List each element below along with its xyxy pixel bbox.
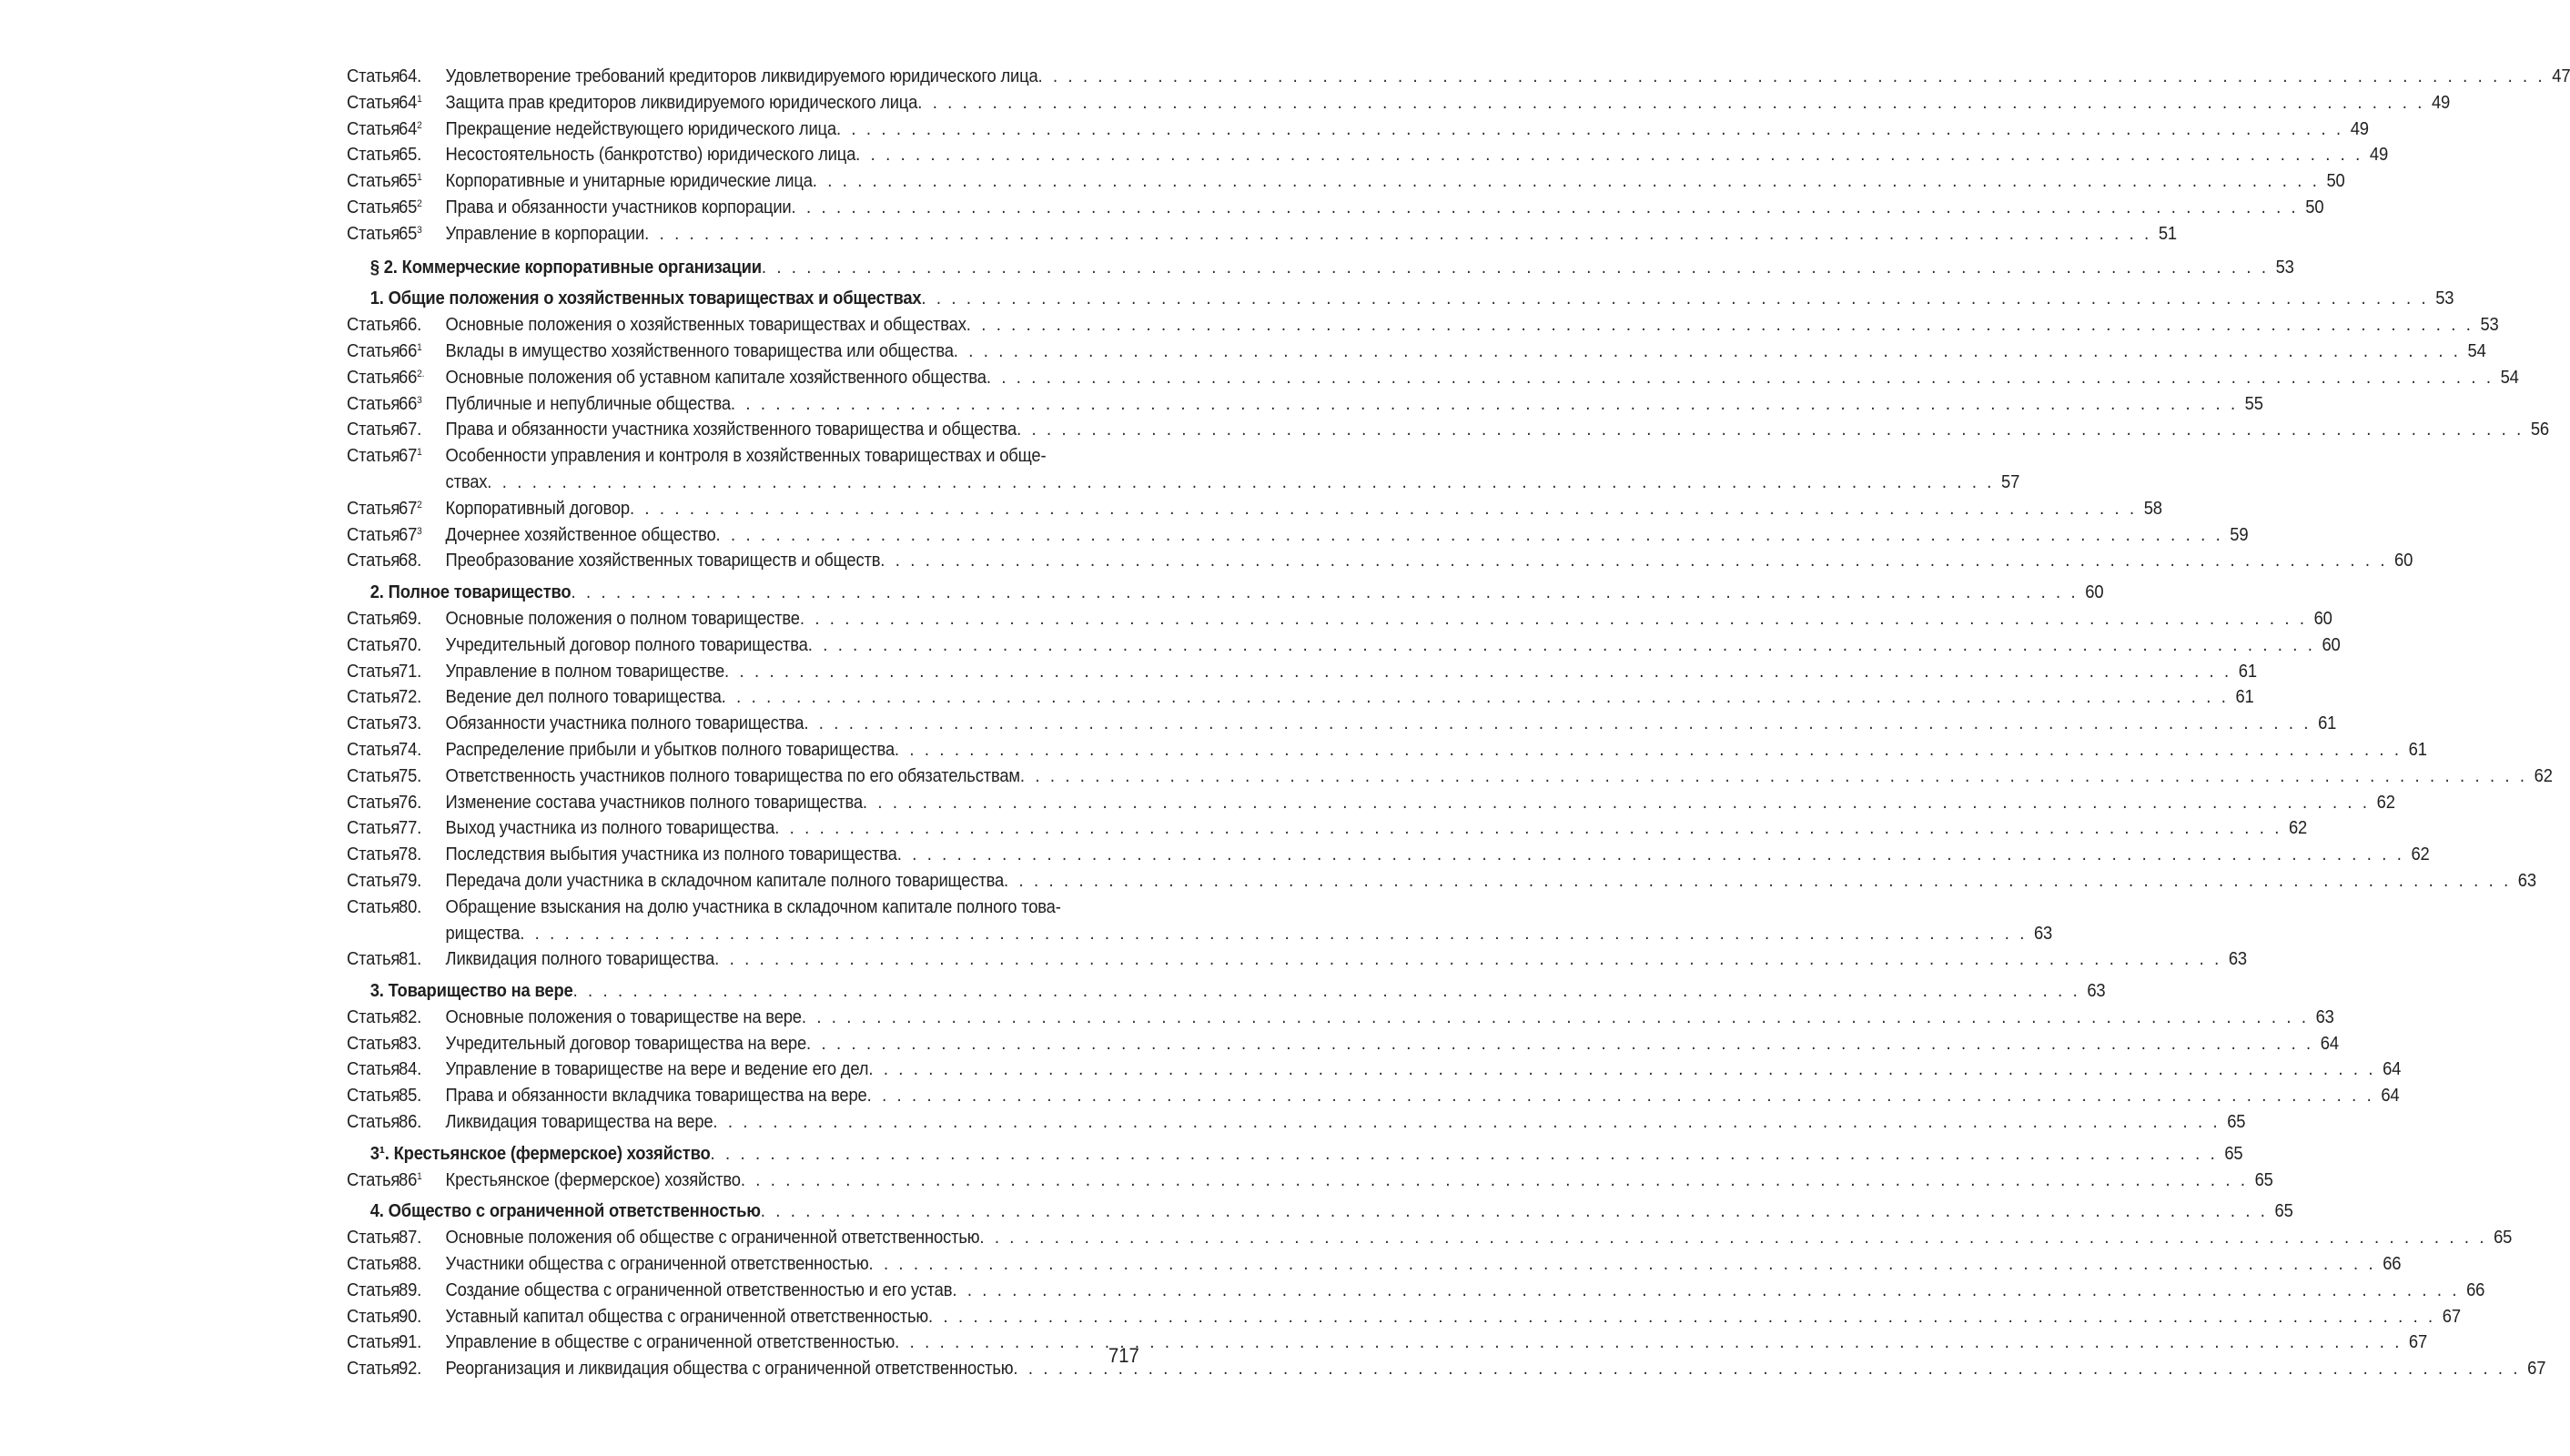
- article-word: Статья: [347, 1359, 400, 1380]
- article-number: 76.: [399, 792, 422, 813]
- page-number: 717: [1108, 1344, 1139, 1367]
- toc-article-entry: [347, 895, 2053, 947]
- toc-entry-title: Прекращение недействующего юридического лица: [445, 118, 836, 139]
- article-number: $65^3$: [399, 223, 422, 244]
- toc-leader-dots: [1013, 1356, 2520, 1382]
- article-word: Статья: [347, 340, 400, 361]
- toc-entry-title-line2: ствах: [445, 471, 488, 492]
- toc-heading-title: 3. Товарищество на вере: [369, 981, 573, 1002]
- toc-entry-title: Права и обязанности участников корпорации: [445, 197, 792, 217]
- article-number: 69.: [399, 608, 422, 629]
- article-word: Статья: [347, 393, 400, 414]
- toc-leader-dots: [895, 737, 2402, 763]
- article-number: $67^3$: [399, 524, 422, 545]
- toc-leader-dots: [716, 522, 2223, 549]
- toc-entry-title: Основные положения о полном товариществе: [445, 608, 800, 629]
- toc-article-entry: [347, 842, 2430, 868]
- article-word: Статья: [347, 145, 400, 166]
- article-word: Статья: [347, 1254, 400, 1275]
- toc-article-entry: [347, 815, 2308, 842]
- article-number: $86^1$: [399, 1169, 422, 1190]
- article-number: $66^3$: [399, 393, 422, 414]
- article-word: Статья: [347, 498, 400, 519]
- toc-section-heading: [347, 255, 2294, 281]
- article-number: 64.: [399, 66, 422, 86]
- toc-entry-title: Передача доли участника в складочном капитале полного товарищества: [445, 870, 1005, 891]
- toc-article-entry: [347, 711, 2337, 737]
- article-number: $67^1$: [399, 446, 422, 467]
- toc-page-number: 63: [2228, 949, 2247, 970]
- toc-entry-title: Управление в корпорации: [445, 223, 645, 244]
- toc-leader-dots: [928, 1304, 2435, 1330]
- article-number: $65^1$: [399, 171, 422, 192]
- toc-entry-title: Ведение дел полного товарищества: [445, 687, 722, 708]
- toc-page-number: 64: [2383, 1059, 2402, 1080]
- toc-article-entry: [347, 1304, 2461, 1330]
- toc-page-number: 67: [2442, 1306, 2461, 1327]
- toc-article-entry: [347, 1225, 2513, 1251]
- article-number: $66^1$: [399, 340, 422, 361]
- toc-page-number: 49: [2350, 118, 2369, 139]
- toc-page-number: 61: [2408, 739, 2427, 760]
- toc-page-number: 62: [2411, 844, 2430, 865]
- toc-page-number: 67: [2408, 1332, 2428, 1353]
- article-word: Статья: [347, 949, 400, 970]
- article-word: Статья: [347, 118, 400, 139]
- toc-page-number: 60: [2085, 582, 2104, 603]
- toc-entry-title: Учредительный договор полного товарищества: [445, 634, 808, 655]
- toc-page-number: 54: [2500, 367, 2519, 388]
- toc-leader-dots: [855, 142, 2363, 168]
- article-number: 80.: [399, 896, 422, 917]
- toc-entry-title: Преобразование хозяйственных товариществ и обществ: [445, 551, 881, 571]
- toc-leader-dots: [813, 168, 2320, 195]
- article-superscript: 3: [417, 525, 422, 537]
- article-number: 75.: [399, 765, 422, 786]
- toc-page-number: 60: [2322, 634, 2341, 655]
- toc-page-number: 67: [2527, 1359, 2546, 1380]
- toc-entry-title: Основные положения о хозяйственных товариществах и обществах: [445, 315, 966, 336]
- toc-page-number: 64: [2381, 1086, 2400, 1107]
- toc-page-number: 47: [2552, 66, 2570, 86]
- toc-article-entry: [347, 790, 2395, 816]
- toc-subsection-heading: [347, 1141, 2243, 1168]
- toc-subsection-heading: [347, 1198, 2293, 1225]
- article-number: 78.: [399, 844, 422, 865]
- toc-leader-dots: [713, 1109, 2220, 1136]
- article-word: Статья: [347, 420, 400, 440]
- toc-page-number: 64: [2320, 1033, 2339, 1054]
- article-superscript: 1: [417, 172, 422, 184]
- toc-leader-dots: [804, 711, 2311, 737]
- article-word: Статья: [347, 608, 400, 629]
- toc-entry-title: Несостоятельность (банкротство) юридического лица: [445, 145, 856, 166]
- article-number: 67.: [399, 420, 422, 440]
- toc-entry-title: Основные положения об уставном капитале хозяйственного общества: [445, 367, 987, 388]
- toc-leader-dots: [800, 606, 2307, 632]
- toc-leader-dots: [897, 842, 2404, 868]
- article-word: Статья: [347, 1306, 400, 1327]
- toc-heading-title: 3¹. Крестьянское (фермерское) хозяйство: [369, 1143, 711, 1164]
- toc-subsection-heading: [347, 978, 2106, 1005]
- toc-heading-title: 1. Общие положения о хозяйственных товариществах и обществах: [369, 288, 922, 309]
- toc-entry-title: Ликвидация полного товарищества: [445, 949, 715, 970]
- toc-article-entry: [347, 417, 2549, 443]
- article-number: 91.: [399, 1332, 422, 1353]
- toc-entry-title: Создание общества с ограниченной ответственностью и его устав: [445, 1279, 953, 1300]
- toc-entry-title: Крестьянское (фермерское) хозяйство: [445, 1169, 741, 1190]
- toc-leader-dots: [761, 1198, 2268, 1225]
- toc-article-entry: [347, 1330, 2428, 1356]
- article-number: 81.: [399, 949, 422, 970]
- article-word: Статья: [347, 765, 400, 786]
- article-number: $64^2$: [399, 118, 422, 139]
- toc-leader-dots: [863, 790, 2370, 816]
- toc-article-entry: [347, 1168, 2273, 1194]
- article-number: 71.: [399, 661, 422, 682]
- toc-article-entry: [347, 946, 2247, 973]
- toc-page-number: 51: [2158, 223, 2177, 244]
- toc-entry-title: Основные положения об обществе с ограниченной ответственностью: [445, 1228, 980, 1249]
- toc-article-entry: [347, 365, 2519, 391]
- article-word: Статья: [347, 870, 400, 891]
- article-superscript: 1: [417, 341, 422, 353]
- toc-leader-dots: [868, 1251, 2375, 1278]
- article-number: $65^2$: [399, 197, 422, 217]
- article-word: Статья: [347, 661, 400, 682]
- toc-article-entry: [347, 312, 2499, 339]
- toc-article-entry: [347, 868, 2536, 895]
- toc-subsection-heading: [347, 580, 2104, 606]
- article-word: Статья: [347, 1006, 400, 1027]
- toc-page-number: 55: [2244, 393, 2263, 414]
- article-word: Статья: [347, 367, 400, 388]
- toc-article-entry: [347, 1031, 2339, 1057]
- toc-leader-dots: [724, 659, 2231, 685]
- toc-leader-dots: [808, 632, 2315, 659]
- toc-article-entry: [347, 1251, 2402, 1278]
- toc-page-number: 61: [2318, 713, 2337, 734]
- toc-article-entry: [347, 168, 2345, 195]
- article-number: 88.: [399, 1254, 422, 1275]
- toc-leader-dots: [572, 580, 2079, 606]
- toc-article-entry: [347, 1356, 2546, 1382]
- toc-entry-title-line2: рищества: [445, 923, 521, 944]
- toc-page-number: 66: [2466, 1279, 2485, 1300]
- toc-article-entry: [347, 64, 2570, 90]
- toc-article-entry: [347, 496, 2162, 522]
- toc-heading-title: 4. Общество с ограниченной ответственностью: [369, 1201, 761, 1222]
- toc-entry-title: Управление в товариществе на вере и ведение его дел: [445, 1059, 869, 1080]
- toc-leader-dots: [774, 815, 2282, 842]
- toc-leader-dots: [867, 1083, 2374, 1109]
- toc-entry-title: Права и обязанности вкладчика товарищества на вере: [445, 1086, 867, 1107]
- toc-leader-dots: [802, 1005, 2309, 1031]
- article-superscript: 2: [417, 197, 422, 209]
- toc-entry-title: Уставный капитал общества с ограниченной ответственностью: [445, 1306, 929, 1327]
- toc-entry-title: Изменение состава участников полного товарищества: [445, 792, 863, 813]
- toc-entry-title: Реорганизация и ликвидация общества с ограниченной ответственностью: [445, 1359, 1014, 1380]
- toc-article-entry: [347, 1005, 2334, 1031]
- article-number: $67^2$: [399, 498, 422, 519]
- toc-page-number: 50: [2326, 171, 2345, 192]
- toc-leader-dots: [573, 978, 2080, 1005]
- article-number: 85.: [399, 1086, 422, 1107]
- toc-page-number: 53: [2435, 288, 2454, 309]
- article-superscript: 2: [417, 499, 422, 511]
- toc-leader-dots: [880, 548, 2387, 574]
- toc-leader-dots: [917, 90, 2424, 116]
- toc-article-entry: [347, 548, 2413, 574]
- article-word: Статья: [347, 315, 400, 336]
- toc-leader-dots: [1017, 417, 2524, 443]
- article-number: 89.: [399, 1279, 422, 1300]
- article-word: Статья: [347, 171, 400, 192]
- article-word: Статья: [347, 739, 400, 760]
- article-word: Статья: [347, 92, 400, 113]
- toc-page-number: 65: [2224, 1143, 2243, 1164]
- article-number: 79.: [399, 870, 422, 891]
- toc-leader-dots: [966, 312, 2474, 339]
- article-word: Статья: [347, 634, 400, 655]
- article-number: 86.: [399, 1112, 422, 1133]
- article-superscript: 2.: [417, 368, 425, 379]
- article-number: 68.: [399, 551, 422, 571]
- article-number: 66.: [399, 315, 422, 336]
- article-word: Статья: [347, 1332, 400, 1353]
- article-number: 87.: [399, 1228, 422, 1249]
- toc-page-number: 58: [2143, 498, 2162, 519]
- toc-article-entry: [347, 522, 2249, 549]
- article-number: 92.: [399, 1359, 422, 1380]
- toc-page-number: 56: [2530, 420, 2549, 440]
- article-word: Статья: [347, 1086, 400, 1107]
- toc-entry-title: Последствия выбытия участника из полного товарищества: [445, 844, 897, 865]
- toc-page-number: 59: [2230, 524, 2249, 545]
- toc-leader-dots: [731, 391, 2238, 418]
- article-word: Статья: [347, 1279, 400, 1300]
- toc-page-number: 60: [2394, 551, 2413, 571]
- toc-page-number: 65: [2254, 1169, 2273, 1190]
- toc-entry-title: Публичные и непубличные общества: [445, 393, 731, 414]
- toc-page-number: 65: [2227, 1112, 2246, 1133]
- toc-page-number: 61: [2238, 661, 2257, 682]
- article-number: 82.: [399, 1006, 422, 1027]
- toc-page-number: 63: [2087, 981, 2106, 1002]
- toc-entry-title: Корпоративные и унитарные юридические лица: [445, 171, 813, 192]
- toc-entry-title: Ликвидация товарищества на вере: [445, 1112, 713, 1133]
- article-superscript: 1: [417, 1170, 422, 1182]
- toc-entry-title: Распределение прибыли и убытков полного товарищества: [445, 739, 895, 760]
- toc-leader-dots: [836, 116, 2343, 143]
- article-word: Статья: [347, 197, 400, 217]
- toc-article-entry: [347, 195, 2324, 221]
- toc-page-number: 61: [2235, 687, 2254, 708]
- toc-article-entry: [347, 1057, 2402, 1083]
- article-word: Статья: [347, 524, 400, 545]
- article-word: Статья: [347, 687, 400, 708]
- toc-leader-dots: [921, 286, 2428, 312]
- article-number: 90.: [399, 1306, 422, 1327]
- toc-page-number: 65: [2274, 1201, 2293, 1222]
- toc-page-number: 57: [2001, 471, 2020, 492]
- article-word: Статья: [347, 551, 400, 571]
- toc-leader-dots: [868, 1057, 2375, 1083]
- toc-entry-title: Управление в обществе с ограниченной ответственностью: [445, 1332, 895, 1353]
- toc-leader-dots: [644, 221, 2151, 248]
- toc-entry-title: Вклады в имущество хозяйственного товарищества или общества: [445, 340, 954, 361]
- article-number: 65.: [399, 145, 422, 166]
- toc-entry-title: Ответственность участников полного товарищества по его обязательствам: [445, 765, 1020, 786]
- toc-leader-dots: [722, 684, 2229, 711]
- toc-article-entry: [347, 763, 2553, 790]
- toc-page-number: 53: [2275, 257, 2294, 278]
- article-word: Статья: [347, 1112, 400, 1133]
- toc-article-entry: [347, 116, 2369, 143]
- toc-page-number: 49: [2431, 92, 2451, 113]
- toc-article-entry: [347, 221, 2177, 248]
- toc-page-number: 50: [2305, 197, 2324, 217]
- article-superscript: 1: [417, 93, 422, 105]
- article-number: $64^1$: [399, 92, 422, 113]
- toc-page-number: 63: [2517, 870, 2536, 891]
- article-word: Статья: [347, 792, 400, 813]
- article-superscript: 3: [417, 224, 422, 236]
- toc-article-entry: [347, 606, 2332, 632]
- toc-page-number: 62: [2376, 792, 2395, 813]
- toc-page-number: 66: [2383, 1254, 2402, 1275]
- article-word: Статья: [347, 1059, 400, 1080]
- toc-leader-dots: [1038, 64, 2545, 90]
- toc-page-number: 63: [2033, 923, 2053, 944]
- toc-entry-title-line1: Обращение взыскания на долю участника в складочном капитале полного това-: [445, 896, 1061, 917]
- toc-list: [347, 64, 2570, 1382]
- article-word: Статья: [347, 844, 400, 865]
- toc-leader-dots: [952, 1278, 2459, 1304]
- toc-article-entry: [347, 1109, 2246, 1136]
- toc-article-entry: [347, 339, 2486, 365]
- toc-entry-title: Защита прав кредиторов ликвидируемого юридического лица: [445, 92, 918, 113]
- toc-entry-title: Корпоративный договор: [445, 498, 630, 519]
- toc-page-number: 65: [2494, 1228, 2513, 1249]
- toc-heading-title: 2. Полное товарищество: [369, 582, 572, 603]
- toc-heading-title: § 2. Коммерческие корпоративные организации: [369, 257, 762, 278]
- article-number: 77.: [399, 818, 422, 839]
- toc-article-entry: [347, 684, 2254, 711]
- toc-leader-dots: [806, 1031, 2313, 1057]
- toc-article-entry: [347, 632, 2341, 659]
- article-number: 74.: [399, 739, 422, 760]
- toc-entry-title-line1: Особенности управления и контроля в хозяйственных товариществах и обще-: [445, 446, 1047, 467]
- toc-entry-title: Обязанности участника полного товарищества: [445, 713, 804, 734]
- toc-article-entry: [347, 90, 2451, 116]
- article-word: Статья: [347, 66, 400, 86]
- toc-article-entry: [347, 142, 2389, 168]
- toc-article-entry: [347, 1083, 2400, 1109]
- article-superscript: 3: [417, 394, 422, 406]
- toc-page-number: 63: [2315, 1006, 2334, 1027]
- article-word: Статья: [347, 1169, 400, 1190]
- toc-article-entry: [347, 391, 2263, 418]
- article-number: 73.: [399, 713, 422, 734]
- toc-leader-dots: [714, 946, 2221, 973]
- article-number: 83.: [399, 1033, 422, 1054]
- toc-leader-dots: [1004, 868, 2511, 895]
- toc-entry-title: Выход участника из полного товарищества: [445, 818, 775, 839]
- article-word: Статья: [347, 1228, 400, 1249]
- toc-leader-dots: [954, 339, 2461, 365]
- toc-page-number: 53: [2480, 315, 2499, 336]
- toc-leader-dots: [1020, 763, 2527, 790]
- article-superscript: 1: [417, 447, 422, 459]
- toc-entry-title: Учредительный договор товарищества на вере: [445, 1033, 807, 1054]
- article-word: Статья: [347, 896, 400, 917]
- article-number: $66^{2.}$: [399, 367, 425, 388]
- toc-article-entry: [347, 659, 2257, 685]
- toc-leader-dots: [979, 1225, 2486, 1251]
- toc-subsection-heading: [347, 286, 2454, 312]
- article-word: Статья: [347, 713, 400, 734]
- toc-leader-dots: [630, 496, 2137, 522]
- toc-entry-title: Участники общества с ограниченной ответственностью: [445, 1254, 869, 1275]
- toc-entry-title: Права и обязанности участника хозяйственного товарищества и общества: [445, 420, 1017, 440]
- toc-entry-title: Дочернее хозяйственное общество: [445, 524, 716, 545]
- article-superscript: 2: [417, 119, 422, 131]
- toc-leader-dots: [792, 195, 2299, 221]
- toc-entry-title: Удовлетворение требований кредиторов ликвидируемого юридического лица: [445, 66, 1038, 86]
- toc-leader-dots: [741, 1168, 2248, 1194]
- toc-page-number: 62: [2534, 765, 2553, 786]
- article-word: Статья: [347, 1033, 400, 1054]
- toc-leader-dots: [987, 365, 2494, 391]
- toc-article-entry: [347, 737, 2427, 763]
- toc-article-entry: [347, 443, 2020, 496]
- toc-leader-dots: [520, 921, 2027, 947]
- toc-entry-title: Управление в полном товариществе: [445, 661, 725, 682]
- toc-leader-dots: [711, 1141, 2218, 1168]
- toc-page-number: 54: [2467, 340, 2486, 361]
- toc-page-number: 49: [2369, 145, 2389, 166]
- article-word: Статья: [347, 223, 400, 244]
- toc-leader-dots: [762, 255, 2269, 281]
- article-word: Статья: [347, 818, 400, 839]
- toc-leader-dots: [487, 470, 1994, 496]
- toc-page-number: 60: [2313, 608, 2332, 629]
- toc-entry-title: Основные положения о товариществе на вере: [445, 1006, 802, 1027]
- toc-page-number: 62: [2288, 818, 2308, 839]
- article-word: Статья: [347, 446, 400, 467]
- article-number: 72.: [399, 687, 422, 708]
- toc-article-entry: [347, 1278, 2485, 1304]
- article-number: 84.: [399, 1059, 422, 1080]
- article-number: 70.: [399, 634, 422, 655]
